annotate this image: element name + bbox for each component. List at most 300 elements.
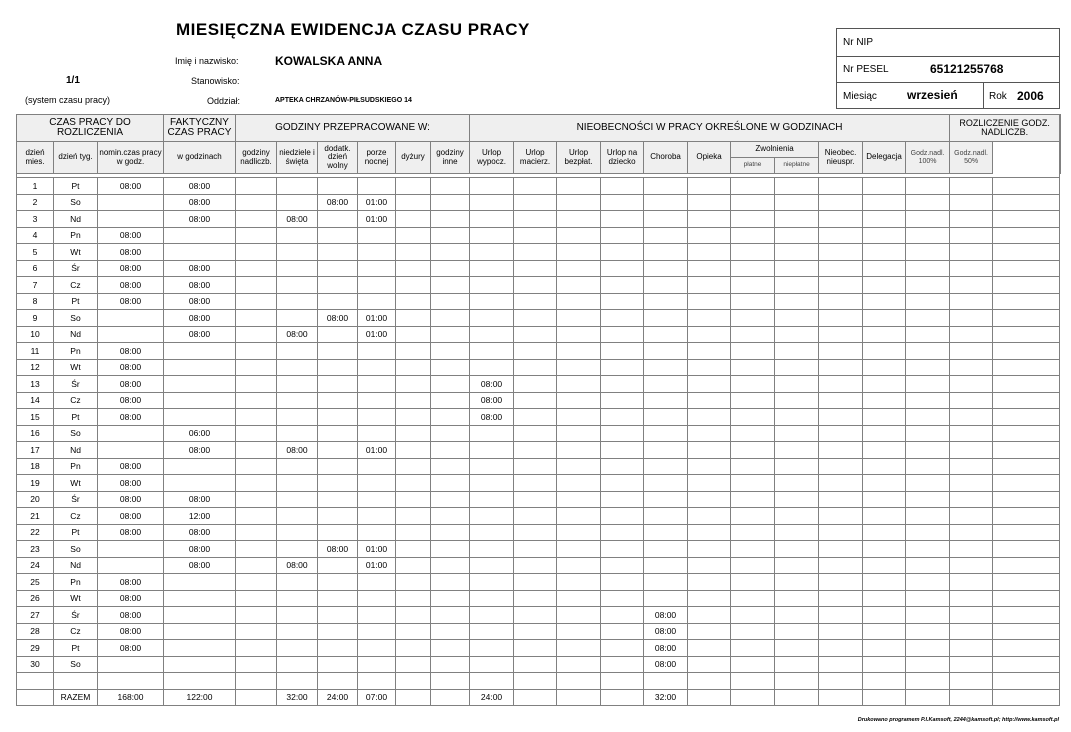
table-cell [819,574,863,591]
table-cell [688,211,731,228]
table-cell [644,524,688,541]
table-cell: 13 [17,376,54,393]
table-cell [98,425,164,442]
table-cell [601,574,644,591]
table-cell [470,326,514,343]
table-row [17,211,1061,228]
table-cell [775,574,819,591]
table-cell [950,623,993,640]
table-cell [514,227,557,244]
table-cell: 08:00 [164,194,236,211]
table-cell [431,359,470,376]
table-cell: 08:00 [164,326,236,343]
table-cell [358,277,396,294]
table-cell [318,574,358,591]
table-cell [644,178,688,195]
table-cell [601,623,644,640]
table-cell [601,392,644,409]
table-cell [236,458,277,475]
table-row [17,491,1061,508]
table-cell [431,458,470,475]
table-cell [993,590,1060,607]
table-cell [236,524,277,541]
table-cell [396,178,431,195]
table-cell [731,260,775,277]
col-niedziele: niedziele i święta [277,142,318,174]
table-cell [601,656,644,673]
table-cell: 22 [17,524,54,541]
table-cell [470,442,514,459]
table-cell [277,227,318,244]
table-cell [396,244,431,261]
table-cell [863,178,906,195]
table-cell [993,359,1060,376]
table-cell [236,260,277,277]
table-cell [950,359,993,376]
table-cell [731,475,775,492]
table-cell: 01:00 [358,541,396,558]
table-cell [906,590,950,607]
table-cell [470,194,514,211]
table-cell [731,359,775,376]
table-cell [358,574,396,591]
table-cell [906,458,950,475]
table-cell [601,640,644,657]
table-cell [470,227,514,244]
table-cell [601,607,644,624]
table-cell [431,326,470,343]
table-cell [98,211,164,228]
table-cell [557,343,601,360]
table-cell: 08:00 [318,310,358,327]
table-cell [470,640,514,657]
table-cell [431,673,470,690]
page-title: MIESIĘCZNA EWIDENCJA CZASU PRACY [176,20,530,39]
totals-cell [601,689,644,706]
table-cell [993,310,1060,327]
table-cell [557,392,601,409]
table-cell [470,541,514,558]
table-cell [688,541,731,558]
table-cell [514,623,557,640]
table-cell [514,574,557,591]
table-cell: 01:00 [358,194,396,211]
table-cell [557,211,601,228]
table-cell: 01:00 [358,211,396,228]
col-dzien-tyg: dzień tyg. [54,142,98,174]
table-cell [396,607,431,624]
table-cell [863,343,906,360]
pesel-value: 65121255768 [930,62,1004,76]
table-cell [644,343,688,360]
table-cell [775,310,819,327]
table-cell [775,227,819,244]
month-label: Miesiąc [843,91,877,102]
table-cell: 08:00 [98,590,164,607]
table-cell [396,211,431,228]
table-cell [236,574,277,591]
table-cell: 08:00 [644,623,688,640]
table-cell [731,458,775,475]
table-cell [514,277,557,294]
table-cell: Śr [54,376,98,393]
table-cell: Cz [54,623,98,640]
table-cell [731,277,775,294]
table-cell [906,343,950,360]
table-cell [396,293,431,310]
table-cell: 08:00 [164,211,236,228]
table-cell [277,656,318,673]
table-cell [644,458,688,475]
table-cell [236,227,277,244]
table-cell [601,227,644,244]
table-cell [318,376,358,393]
table-cell [514,211,557,228]
table-cell [819,524,863,541]
table-cell [819,442,863,459]
table-cell [358,178,396,195]
table-cell [819,640,863,657]
table-cell [775,491,819,508]
table-cell [863,491,906,508]
table-cell [601,409,644,426]
table-cell [431,656,470,673]
totals-cell [819,689,863,706]
table-cell [470,178,514,195]
table-cell [164,673,236,690]
table-cell [731,491,775,508]
table-row [17,640,1061,657]
table-cell [731,607,775,624]
table-cell [950,590,993,607]
system-note: (system czasu pracy) [25,95,111,105]
table-cell [688,458,731,475]
table-cell [98,326,164,343]
table-cell: 08:00 [470,409,514,426]
table-cell [514,524,557,541]
table-cell: 08:00 [98,475,164,492]
table-cell [993,673,1060,690]
table-cell [470,458,514,475]
table-cell [863,260,906,277]
table-cell [688,194,731,211]
table-cell [950,244,993,261]
table-cell [644,227,688,244]
table-cell [731,293,775,310]
table-cell [98,656,164,673]
table-cell [557,359,601,376]
table-cell [731,673,775,690]
table-cell [863,359,906,376]
table-cell [863,607,906,624]
table-cell: Nd [54,442,98,459]
table-cell: 9 [17,310,54,327]
table-cell [431,607,470,624]
table-cell [277,343,318,360]
table-cell [601,211,644,228]
table-cell [514,541,557,558]
table-cell [906,656,950,673]
table-cell [731,524,775,541]
table-cell [950,442,993,459]
table-cell [950,211,993,228]
table-cell [396,343,431,360]
table-cell [688,227,731,244]
totals-cell [863,689,906,706]
col-macierz: Urlop macierz. [514,142,557,174]
table-cell: 08:00 [98,392,164,409]
table-cell [731,623,775,640]
month-value: wrzesień [907,88,958,102]
table-cell [396,194,431,211]
table-cell [318,673,358,690]
table-cell [514,293,557,310]
table-cell [688,359,731,376]
table-cell [731,326,775,343]
table-cell [644,211,688,228]
table-cell [863,310,906,327]
year-value: 2006 [1017,89,1044,103]
table-cell [644,359,688,376]
table-cell [731,425,775,442]
table-cell [950,376,993,393]
table-cell [514,376,557,393]
table-cell [906,310,950,327]
table-cell [819,491,863,508]
table-cell: 15 [17,409,54,426]
table-cell [644,392,688,409]
table-cell [819,541,863,558]
table-cell [236,590,277,607]
table-cell [318,508,358,525]
table-cell [819,475,863,492]
table-cell [775,623,819,640]
table-cell [358,343,396,360]
table-cell [688,260,731,277]
table-cell [819,359,863,376]
table-cell [993,458,1060,475]
table-cell [906,293,950,310]
totals-cell [557,689,601,706]
col-platne: płatne [731,158,775,174]
table-cell [863,194,906,211]
table-cell [164,607,236,624]
table-cell [164,475,236,492]
table-cell [775,541,819,558]
table-cell [819,178,863,195]
table-cell: 6 [17,260,54,277]
table-cell [557,673,601,690]
table-cell [277,392,318,409]
table-cell [396,557,431,574]
table-cell: 08:00 [318,194,358,211]
table-cell: 18 [17,458,54,475]
table-cell [863,244,906,261]
group-faktyczny: FAKTYCZNY CZAS PRACY [164,115,236,142]
table-cell: 08:00 [98,607,164,624]
table-cell [514,442,557,459]
table-cell [993,623,1060,640]
table-cell [819,458,863,475]
table-cell [731,590,775,607]
table-cell [950,178,993,195]
table-cell: Pn [54,574,98,591]
table-cell [358,475,396,492]
table-cell [601,673,644,690]
table-cell [236,343,277,360]
table-row [17,244,1061,261]
table-cell [688,656,731,673]
table-cell [358,392,396,409]
table-cell [906,326,950,343]
table-cell [318,640,358,657]
table-cell [731,343,775,360]
table-cell [863,475,906,492]
table-cell [950,227,993,244]
table-cell [396,491,431,508]
table-cell [236,425,277,442]
col-zwolnienia: Zwolnienia [731,142,819,158]
table-cell [470,673,514,690]
table-cell [396,376,431,393]
table-cell: 12 [17,359,54,376]
table-cell: 01:00 [358,310,396,327]
group-nieobecnosci: NIEOBECNOŚCI W PRACY OKREŚLONE W GODZINACH [470,115,950,142]
table-cell [950,656,993,673]
totals-cell [17,689,54,706]
table-cell [601,277,644,294]
table-cell [470,310,514,327]
table-cell [396,359,431,376]
table-cell [950,425,993,442]
table-cell [277,425,318,442]
table-cell [688,409,731,426]
table-cell [557,590,601,607]
table-cell [863,640,906,657]
table-cell [318,425,358,442]
table-cell [164,392,236,409]
table-cell: 08:00 [164,178,236,195]
table-cell: Śr [54,260,98,277]
table-cell [906,260,950,277]
table-cell [688,508,731,525]
col-godz50: Godz.nadl. 50% [950,142,993,174]
table-cell: 08:00 [164,491,236,508]
table-cell [396,590,431,607]
table-cell [358,458,396,475]
table-cell [906,376,950,393]
table-cell [950,524,993,541]
table-cell [431,574,470,591]
table-cell [318,260,358,277]
table-cell [277,277,318,294]
table-cell [318,524,358,541]
table-cell [950,277,993,294]
table-row [17,574,1061,591]
table-cell [557,409,601,426]
table-cell: Cz [54,392,98,409]
table-cell: Cz [54,277,98,294]
table-cell [863,458,906,475]
table-cell [557,656,601,673]
col-dzien-mies: dzień mies. [17,142,54,174]
table-cell: Wt [54,475,98,492]
group-rozliczenie: ROZLICZENIE GODZ. NADLICZB. [950,115,1060,142]
table-cell [277,293,318,310]
table-cell [164,656,236,673]
table-cell [601,359,644,376]
table-cell [688,343,731,360]
table-cell: 23 [17,541,54,558]
table-cell [396,508,431,525]
table-cell: So [54,541,98,558]
table-cell [396,409,431,426]
table-cell [277,178,318,195]
table-cell [277,409,318,426]
table-cell: 08:00 [164,541,236,558]
table-cell: So [54,425,98,442]
table-cell [431,475,470,492]
table-cell [950,326,993,343]
table-cell [644,508,688,525]
table-cell [557,524,601,541]
table-cell [819,277,863,294]
table-cell: 8 [17,293,54,310]
table-cell [514,491,557,508]
table-cell [431,491,470,508]
table-cell [863,409,906,426]
table-cell [688,277,731,294]
table-cell [731,244,775,261]
table-cell [950,491,993,508]
table-cell [993,557,1060,574]
table-cell [775,640,819,657]
table-cell: 08:00 [98,178,164,195]
table-cell [358,590,396,607]
table-cell [277,244,318,261]
table-cell [731,640,775,657]
table-cell [819,194,863,211]
table-cell [358,656,396,673]
table-cell [644,590,688,607]
table-cell [601,508,644,525]
employee-info-box [836,28,1060,109]
table-cell [950,343,993,360]
department-value: APTEKA CHRZANÓW-PIŁSUDSKIEGO 14 [275,97,412,104]
table-cell: 01:00 [358,557,396,574]
table-cell [688,392,731,409]
col-wypocz: Urlop wypocz. [470,142,514,174]
table-cell [775,244,819,261]
table-cell [431,211,470,228]
table-cell [236,442,277,459]
table-cell [396,673,431,690]
totals-cell [688,689,731,706]
table-cell [318,277,358,294]
table-cell [236,194,277,211]
table-cell [236,673,277,690]
table-cell [514,194,557,211]
table-cell [277,310,318,327]
table-cell [906,178,950,195]
table-cell [644,194,688,211]
table-cell [396,392,431,409]
table-cell [906,541,950,558]
table-cell [358,227,396,244]
table-cell [601,475,644,492]
col-nieobec: Nieobec. nieuspr. [819,142,863,174]
table-cell [514,343,557,360]
